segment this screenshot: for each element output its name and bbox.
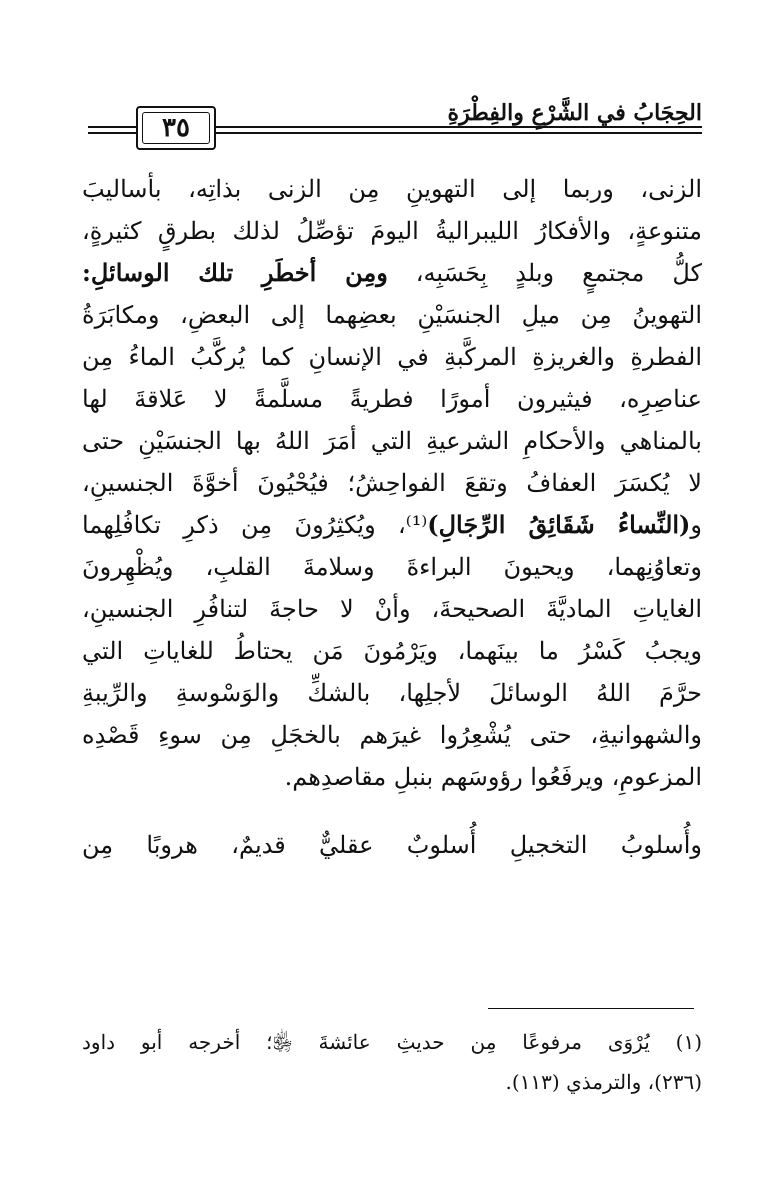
text-line: ويجبُ كَسْرُ ما بينَهما، ويَرْمُونَ مَن يحتاطُ للغاياتِ التي: [82, 637, 702, 665]
text-line: الفطرةِ والغريزةِ المركَّبةِ في الإنسانِ كما يُركَّبُ الماءُ مِن: [82, 343, 702, 371]
text-line: لا يُكسَرَ العفافُ وتقعَ الفواحِشُ؛ فيُحْيُونَ أخوَّةَ الجنسينِ،: [82, 469, 702, 497]
text-line: وأُسلوبُ التخجيلِ أُسلوبٌ عقليٌّ قديمٌ، هروبًا مِن: [82, 831, 702, 859]
text-line: [82, 504, 702, 546]
footnote-line: (٢٣٦)، والترمذي (١١٣).: [505, 1070, 702, 1094]
footnote: [82, 1022, 702, 1102]
text-line: بالمناهي والأحكامِ الشرعيةِ التي أمَرَ اللهُ بها الجنسَيْنِ حتى: [82, 427, 702, 455]
header-rule: [88, 132, 136, 134]
text-line: والشهوانيةِ، حتى يُشْعِرُوا غيرَهم بالخجَلِ مِن سوءِ قَصْدِه: [82, 721, 702, 749]
text-span: كلُّ مجتمعٍ وبلدٍ بِحَسَبِه،: [387, 259, 702, 287]
text-span: ، ويُكثِرُونَ مِن ذكرِ تكافُلِهما: [82, 511, 406, 539]
bold-phrase: ومِن أخطَرِ تلك الوسائلِ: [90, 258, 388, 287]
header-rule: [216, 132, 702, 134]
text-line: وتعاوُنِهما، ويحيونَ البراءةَ وسلامةَ القلبِ، ويُظْهِرونَ: [82, 553, 702, 581]
page-number-frame: [136, 106, 216, 150]
body-text: [82, 168, 702, 866]
header-rule: [216, 126, 702, 128]
colon: :: [82, 258, 91, 287]
page-number: ٣٥: [162, 113, 190, 143]
text-line: التهوينُ مِن ميلِ الجنسَيْنِ بعضِهما إلى البعضِ، ومكابَرَةُ: [82, 301, 702, 329]
paragraph-gap: [82, 798, 702, 824]
text-line: حرَّمَ اللهُ الوسائلَ لأجلِها، بالشكِّ والوَسْوسةِ والرِّيبةِ: [82, 679, 702, 707]
footnote-line: (١) يُرْوَى مرفوعًا مِن حديثِ عائشةَ ﵂؛ أخرجه أبو داود: [82, 1030, 702, 1054]
footnote-divider: [488, 1008, 694, 1009]
text-span: و: [690, 511, 702, 539]
text-line: متنوعةٍ، والأفكارُ الليبراليةُ اليومَ تؤصِّلُ لذلك بطرقٍ كثيرةٍ،: [82, 217, 702, 245]
footnote-marker: ⁽¹⁾: [405, 511, 428, 539]
text-line: الغاياتِ الماديَّةَ الصحيحةَ، وأنْ لا حاجةَ لتنافُرِ الجنسينِ،: [82, 595, 702, 623]
header-rule: [88, 126, 136, 128]
text-line: عناصِرِه، فيثيرون أمورًا فطريةً مسلَّمةً لا عَلاقةَ لها: [82, 385, 702, 413]
book-title: الحِجَابُ في الشَّرْعِ والفِطْرَةِ: [447, 100, 702, 126]
hadith-quote: (النِّساءُ شَقَائِقُ الرِّجَالِ): [427, 510, 691, 539]
text-line: [82, 252, 702, 294]
page-header: [88, 92, 702, 152]
text-line: المزعومِ، ويرفَعُوا رؤوسَهم بنبلِ مقاصدِهم.: [284, 763, 702, 791]
text-line: الزنى، وربما إلى التهوينِ مِن الزنى بذاتِه، بأساليبَ: [82, 175, 702, 203]
